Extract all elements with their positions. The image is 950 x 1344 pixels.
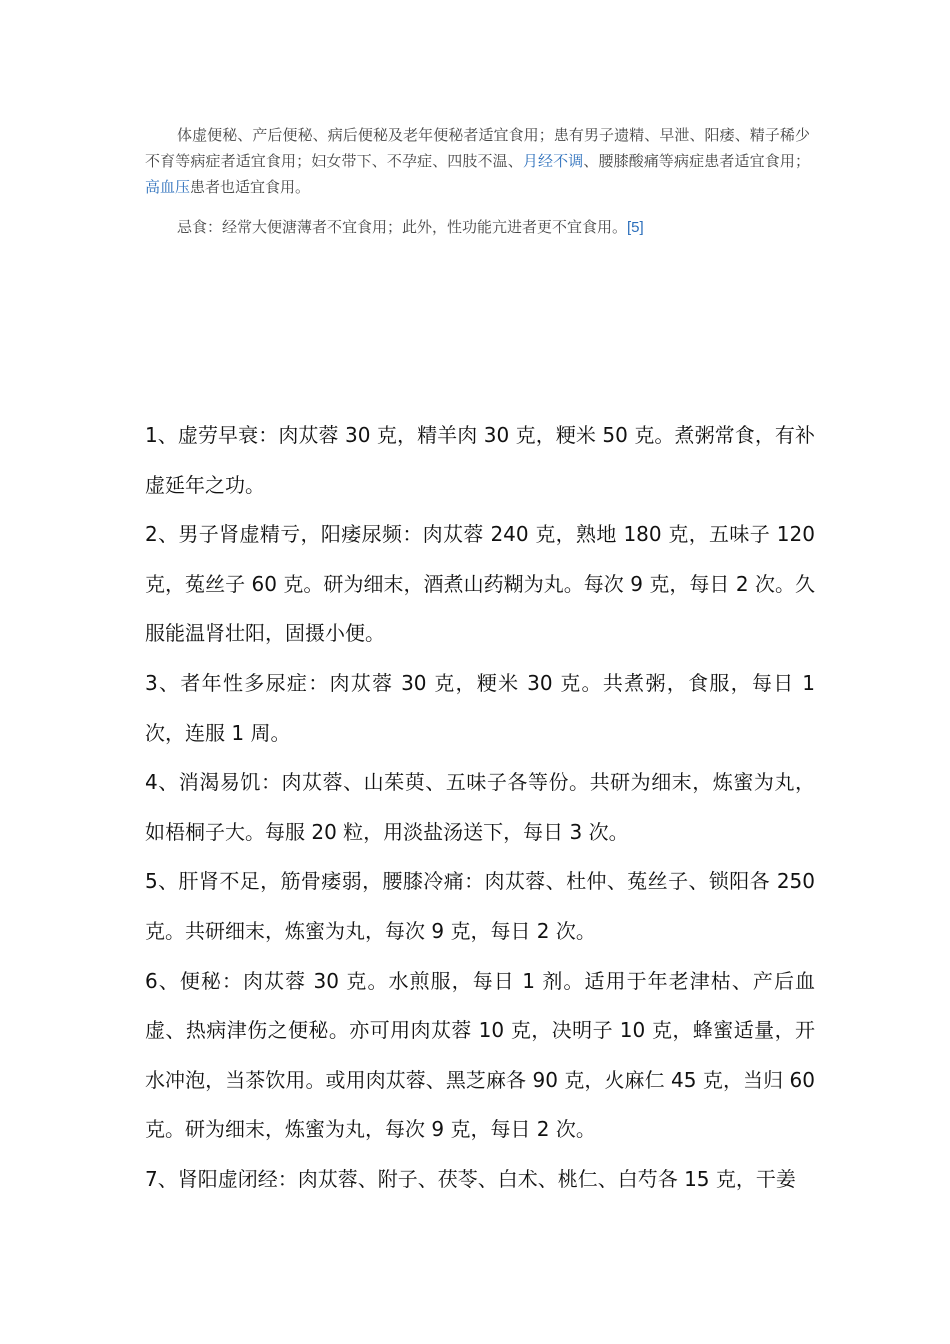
suitable-text-2: 、腰膝酸痛等病症患者适宜食用； [583,152,810,170]
recipe-item-2: 2、男子肾虚精亏，阳痿尿频：肉苁蓉 240 克，熟地 180 克，五味子 120 克，菟丝子 60 克。研为细末，酒煮山药糊为丸。每次 9 克，每日 2 次。久服能温肾壮阳，固摄小便。 [145,522,815,646]
link-hypertension[interactable]: 高血压 [145,178,191,196]
recipe-item-6: 6、便秘：肉苁蓉 30 克。水煎服，每日 1 剂。适用于年老津枯、产后血虚、热病津伤之便秘。亦可用肉苁蓉 10 克，决明子 10 克，蜂蜜适量，开水冲泡，当茶饮用。或用肉苁蓉、黑芝麻各 90 克，火麻仁 45 克，当归 60 克。研为细末，炼蜜为丸，每次 9 克，每日 2 次。 [145,968,815,1142]
avoid-text: 忌食：经常大便溏薄者不宜食用；此外，性功能亢进者更不宜食用。 [177,218,628,236]
suitable-text-1: 体虚便秘、产后便秘、病后便秘及老年便秘者适宜食用；患有男子遗精、早泄、阳痿、精子稀少不育等病症者适宜食用；妇女带下、不孕症、四肢不温、 [145,126,810,170]
avoid-paragraph [145,214,810,241]
suitable-text-3: 患者也适宜食用。 [190,178,311,196]
recipe-item-4: 4、消渴易饥：肉苁蓉、山茱萸、五味子各等份。共研为细末，炼蜜为丸，如梧桐子大。每服 20 粒，用淡盐汤送下，每日 3 次。 [145,770,815,844]
reference-link[interactable]: [5] [627,219,644,236]
recipe-item-3: 3、者年性多尿症：肉苁蓉 30 克，粳米 30 克。共煮粥，食服，每日 1 次，连服 1 周。 [145,670,815,745]
link-irregular-menstruation[interactable]: 月经不调 [522,152,584,170]
suitable-paragraph [145,122,810,200]
recipe-item-7: 7、肾阳虚闭经：肉苁蓉、附子、茯苓、白术、桃仁、白芍各 15 克，干姜 [145,1166,796,1191]
recipe-list [145,411,815,1205]
recipe-item-5: 5、肝肾不足，筋骨痿弱，腰膝冷痛：肉苁蓉、杜仲、菟丝子、锁阳各 250 克。共研细末，炼蜜为丸，每次 9 克，每日 2 次。 [145,869,815,943]
recipe-item-1: 1、虚劳早衰：肉苁蓉 30 克，精羊肉 30 克，粳米 50 克。煮粥常食，有补虚延年之功。 [145,423,815,497]
intro-section [145,122,810,241]
